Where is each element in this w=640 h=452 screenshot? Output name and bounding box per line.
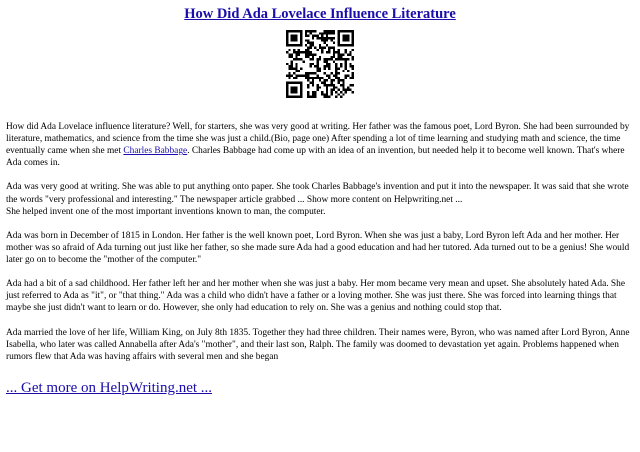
paragraph-3: Ada was born in December of 1815 in London. Her father is the well known poet, Lord Byron. When she was just a baby, Lord Byron left Ada and her mother. Her mother was so afraid of Ada turning out just like her father, so she made sure Ada had a good education and had her tutored. Ada turned out to be a genius! She would later go on to become the "mother of the computer.": [6, 230, 630, 266]
page-title[interactable]: How Did Ada Lovelace Influence Literature: [184, 6, 456, 22]
paragraph-2: [6, 181, 636, 217]
charles-babbage-link[interactable]: Charles Babbage: [123, 146, 188, 157]
paragraph-2-text: Ada was very good at writing. She was able to put anything onto paper. She took Charles Babbage's invention and put it into the newspaper. It was said that she wrote the words "very professional and interesting." The newspaper article grabbed ... Show more content on Helpwriting.net ...: [6, 182, 629, 205]
paragraph-4: Ada had a bit of a sad childhood. Her father left her and her mother when she was just a baby. Her mom became very mean and upset. She absolutely hated Ada. She just referred to Ada as "it", or "that thing." Ada was a child who didn't have a father or a loving mother. She was just there. She was forced into learning things that maybe she just didn't want to learn or do. However, she only had education to rely on. She was a genius and nothing could stop that.: [6, 279, 625, 314]
paragraph-1: [6, 121, 636, 169]
paragraph-2-continuation: She helped invent one of the most important inventions known to man, the computer.: [6, 206, 326, 217]
paragraph-1-text-before: How did Ada Lovelace influence literature? Well, for starters, she was very good at writing. Her father was the famous poet, Lord Byron. She had been surrounded by literature, mathematics, and science from the time she was just a child.(Bio, page one) After spending a lot of time learning and studying math and science, the time eventually came when she met: [6, 122, 630, 157]
paragraph-5: Ada married the love of her life, William King, on July 8th 1835. Together they had three children. Their names were, Byron, who was named after Lord Byron, Anne Isabella, who later was called Annabella after Ada's "mother", and their last son, Ralph. The family was doomed to devastation yet again. Problems happened when rumors flew that Ada was having affairs with several men and she began: [6, 327, 630, 362]
article-body: [6, 121, 636, 375]
qr-code-icon: [286, 30, 354, 98]
get-more-link[interactable]: ... Get more on HelpWriting.net ...: [6, 380, 213, 396]
paragraph-1-text-after: . Charles Babbage had come up with an idea of an invention, but needed help it to become well known. That's where Ada comes in.: [6, 146, 625, 169]
